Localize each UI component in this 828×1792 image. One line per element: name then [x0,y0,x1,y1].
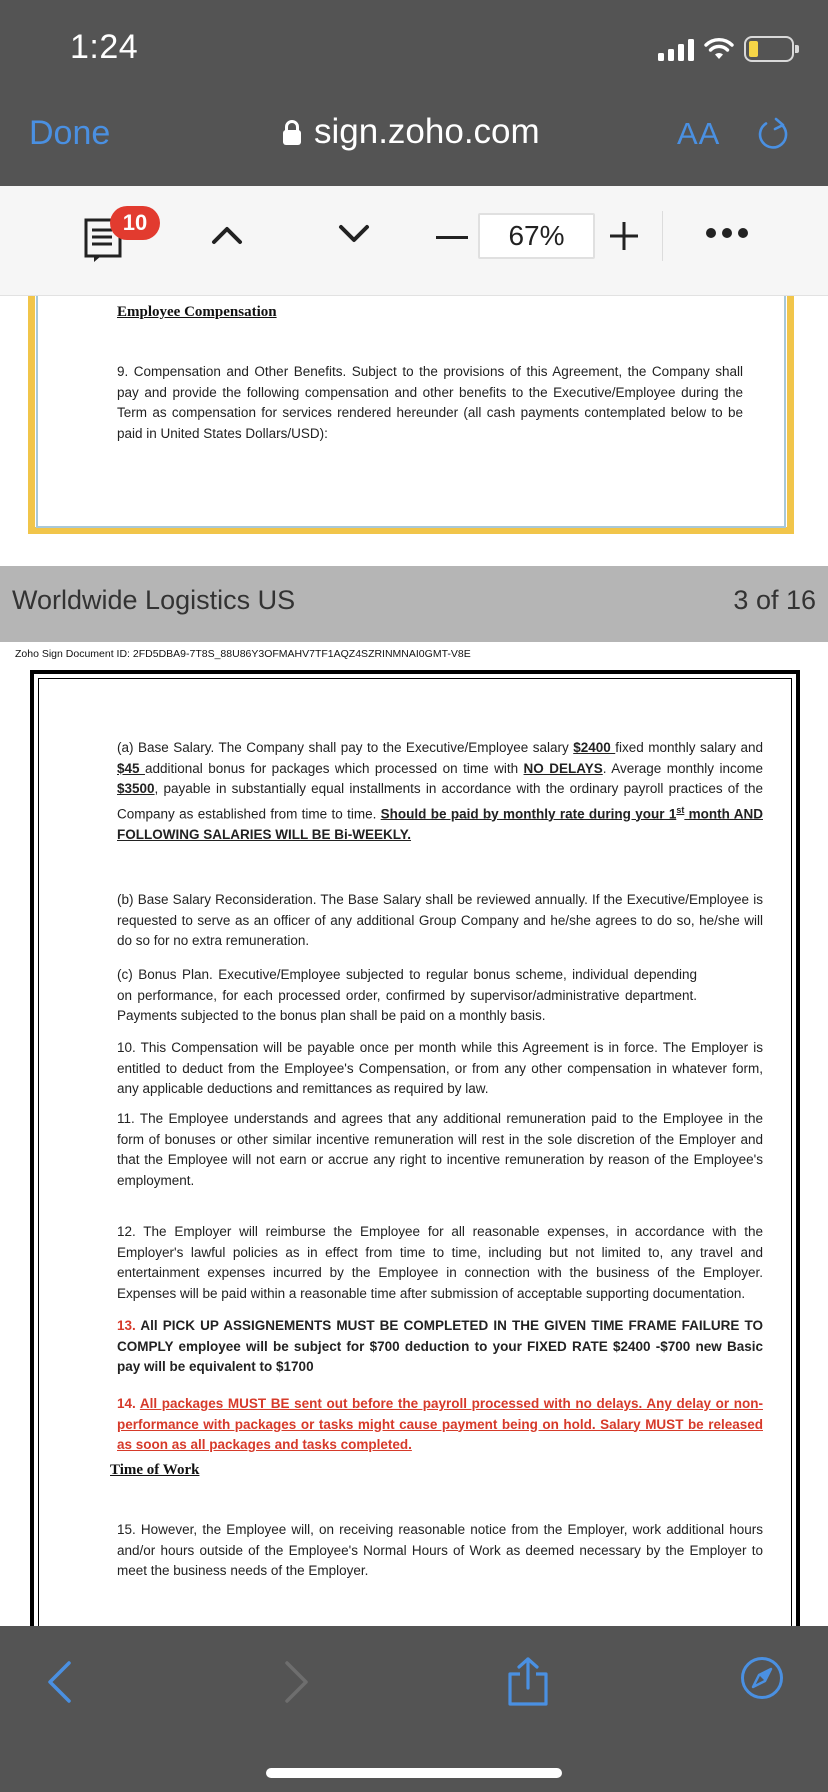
clause-9: 9. Compensation and Other Benefits. Subject to the provisions of this Agreement, the Company shall pay and provide the following compensation and other benefits to the Executive/Employee during the Term as compensation for services rendered hereunder (all cash payments contemplated below to be paid in United States Dollars/USD): [117,364,743,441]
section-heading-time-of-work: Time of Work [110,1462,200,1478]
clause-11: 11. The Employee understands and agrees that any additional remuneration paid to the Employee in the form of bonuses or other similar incentive remuneration will rest in the sole discretion of the Employer and that the Employee will not earn or accrue any right to incentive remuneration by reason of the Employee's employment. [117,1111,763,1188]
zoom-in-button[interactable] [608,220,640,252]
page-counter: 3 of 16 [733,585,816,615]
status-time: 1:24 [70,28,139,66]
notes-count-badge: 10 [110,206,160,240]
zoom-out-button[interactable] [436,236,468,239]
chevron-up-icon[interactable] [211,220,243,248]
lock-icon [282,119,302,146]
page-3 [0,642,828,1626]
chevron-down-icon[interactable] [338,220,370,248]
clause-a: (a) Base Salary. The Company shall pay to the Executive/Employee salary $2400 fixed monthly salary and $45 additional bonus for packages which processed on time with NO DELAYS. Average monthly income $3500, payable in substantially equal installments in accordance with the ordinary payroll practices of the Company as established from time to time. Should be paid by monthly rate during your 1st month AND FOLLOWING SALARIES WILL BE Bi-WEEKLY. [117,740,764,842]
zoom-level-field[interactable]: 67% [478,213,595,259]
battery-icon [744,36,794,62]
page-header-title: Worldwide Logistics US [12,585,296,615]
done-button[interactable]: Done [29,114,111,152]
compass-icon[interactable] [740,1656,784,1700]
clause-15: 15. However, the Employee will, on receiving reasonable notice from the Employer, work additional hours and/or hours outside of the Employee's Normal Hours of Work as deemed necessary by the Employer to meet the business needs of the Employer. [117,1522,763,1578]
back-icon[interactable] [44,1659,74,1705]
address-bar[interactable] [282,112,540,152]
url-text: sign.zoho.com [314,112,540,151]
text-size-button[interactable]: AA [677,116,721,151]
clause-c: (c) Bonus Plan. Executive/Employee subjected to regular bonus scheme, individual depending on performance, for each processed order, confirmed by supervisor/administrative department. Payments subjected to the bonus plan shall be paid on a monthly basis. [117,967,697,1023]
browser-top-bar [0,0,828,186]
pdf-toolbar [0,186,828,296]
clause-b: (b) Base Salary Reconsideration. The Base Salary shall be reviewed annually. If the Executive/Employee is requested to serve as an officer of any additional Group Company and he/she agrees to do so, he/she will do so for no extra remuneration. [117,892,763,948]
toolbar-divider [662,211,663,261]
wifi-icon [704,37,734,61]
share-icon[interactable] [506,1656,550,1708]
bonus-amount: $45 [117,760,145,776]
clause-13: 13. All PICK UP ASSIGNEMENTS MUST BE COMPLETED IN THE GIVEN TIME FRAME FAILURE TO COMPLY employee will be subject for $700 deduction to your FIXED RATE $2400 -$700 new Basic pay will be equivalent to $1700 [117,1318,763,1374]
income-amount: $3500 [117,781,155,796]
salary-amount: $2400 [573,740,616,755]
home-indicator[interactable] [266,1768,562,1778]
document-id: Zoho Sign Document ID: 2FD5DBA9-7T8S_88U86Y3OFMAHV7TF1AQZ4SZRINMNAI0GMT-V8E [15,648,471,660]
forward-icon[interactable] [282,1659,312,1705]
page-header [0,566,828,642]
section-heading-compensation: Employee Compensation [117,304,277,320]
clause-14: 14. All packages MUST BE sent out before the payroll processed with no delays. Any delay or non-performance with packages or tasks might cause payment being on hold. Salary MUST be released as soon as all packages and tasks completed. [117,1396,763,1452]
clause-12: 12. The Employer will reimburse the Employee for all reasonable expenses, in accordance with the Employer's lawful policies as in effect from time to time, including but not limited to, any travel and entertainment expenses incurred by the Employee in connection with the business of the Employer. Expenses will be paid within a reasonable time after submission of acceptable supporting documentation. [117,1224,763,1301]
cellular-signal-icon [658,37,694,61]
browser-bottom-bar [0,1626,828,1792]
clause-10: 10. This Compensation will be payable once per month while this Agreement is in force. The Employer is entitled to deduct from the Employee's Compensation, or from any other compensation in whatever form, any applicable deductions and remittances as required by law. [117,1040,763,1096]
document-viewport[interactable] [0,296,828,1626]
more-icon[interactable] [706,228,748,238]
page-2-bottom [0,296,828,566]
status-icons [658,34,794,64]
reload-icon[interactable] [756,117,792,153]
